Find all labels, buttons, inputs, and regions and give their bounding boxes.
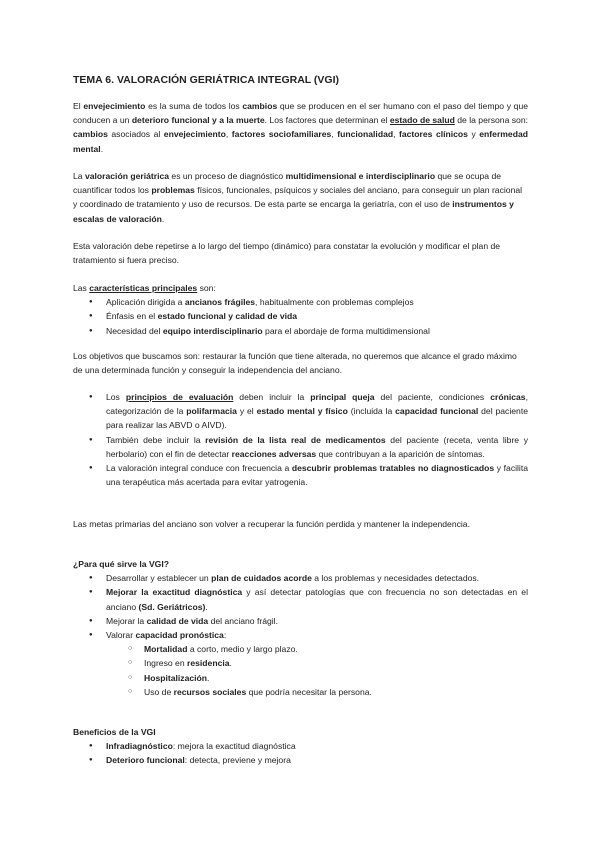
paragraph-dinamico: Esta valoración debe repetirse a lo largo del tiempo (dinámico) para constatar la evolución y modificar el plan de tratamiento si fuera preciso. — [73, 241, 501, 266]
list-item: ● También debe incluir la revisión de la lista real de medicamentos del paciente (receta, venta libre y herbolario) con el fin de detectar reacciones adversas que contribuyan a la aparición de síntomas. — [73, 433, 528, 461]
vgi-section — [73, 557, 528, 699]
list-item: ● Infradiagnóstico: mejora la exactitud diagnóstica — [73, 739, 528, 753]
list-item: ● Los principios de evaluación deben incluir la principal queja del paciente, condiciones crónicas, categorización de la polifarmacia y el estado mental y físico (incluida la capacidad funcional del paciente para realizar las ABVD o AIVD). — [73, 390, 528, 433]
sublist-item: ○ Ingreso en residencia. — [73, 656, 528, 670]
benefits-section — [73, 725, 528, 768]
list-item: ● Aplicación dirigida a ancianos frágiles, habitualmente con problemas complejos — [73, 295, 528, 309]
vgi-sublist — [73, 642, 528, 699]
paragraph-objetivos: Los objetivos que buscamos son: restaurar la función que tiene alterada, no queremos que alcance el grado máximo de una determinada función y conseguir la independencia del anciano. — [73, 351, 517, 376]
list-item: ● Necesidad del equipo interdisciplinario para el abordaje de forma multidimensional — [73, 324, 528, 338]
vgi-list — [73, 571, 528, 642]
characteristics-section — [73, 281, 528, 338]
characteristics-list — [73, 295, 528, 338]
list-item: ● Énfasis en el estado funcional y calidad de vida — [73, 309, 528, 323]
sublist-item: ○ Uso de recursos sociales que podría necesitar la persona. — [73, 685, 528, 699]
list-item: ● La valoración integral conduce con frecuencia a descubrir problemas tratables no diagnosticados y facilita una terapéutica más acertada para evitar yatrogenia. — [73, 461, 528, 489]
list-item: ● Mejorar la calidad de vida del anciano frágil. — [73, 614, 528, 628]
sublist-item: ○ Hospitalización. — [73, 671, 528, 685]
paragraph-valoracion-geriatrica: La valoración geriátrica es un proceso de diagnóstico multidimensional e interdisciplinario que se ocupa de cuantificar todos los problemas físicos, funcionales, psíquicos y sociales del anciano, para conseguir un plan racional y coordinado de tratamiento y uso de recursos. De esta parte se encarga la geriatría, con el uso de instrumentos y escalas de valoración. — [73, 171, 523, 224]
objectives-list — [73, 390, 528, 489]
characteristics-intro: Las características principales son: — [73, 283, 216, 293]
list-item: ● Desarrollar y establecer un plan de cuidados acorde a los problemas y necesidades detectados. — [73, 571, 528, 585]
list-item: ● Valorar capacidad pronóstica: — [73, 628, 528, 642]
list-item: ● Deterioro funcional: detecta, previene y mejora — [73, 753, 528, 767]
document-title: TEMA 6. VALORACIÓN GERIÁTRICA INTEGRAL (VGI) — [73, 74, 340, 86]
sublist-item: ○ Mortalidad a corto, medio y largo plazo. — [73, 642, 528, 656]
list-item: ● Mejorar la exactitud diagnóstica y así detectar patologías que con frecuencia no son detectadas en el anciano (Sd. Geriátricos). — [73, 585, 528, 613]
paragraph-metas: Las metas primarias del anciano son volver a recuperar la función perdida y mantener la independencia. — [73, 519, 470, 529]
benefits-list — [73, 739, 528, 767]
paragraph-envejecimiento: El envejecimiento es la suma de todos los cambios que se producen en el ser humano con el paso del tiempo y que conducen a un deterioro funcional y a la muerte. Los factores que determinan el estado de salud de la persona son: cambios asociados al envejecimiento, factores sociofamiliares, funcionalidad, factores clínicos y enfermedad mental. — [73, 101, 529, 154]
benefits-heading: Beneficios de la VGI — [73, 727, 156, 737]
vgi-heading: ¿Para qué sirve la VGI? — [73, 559, 170, 569]
